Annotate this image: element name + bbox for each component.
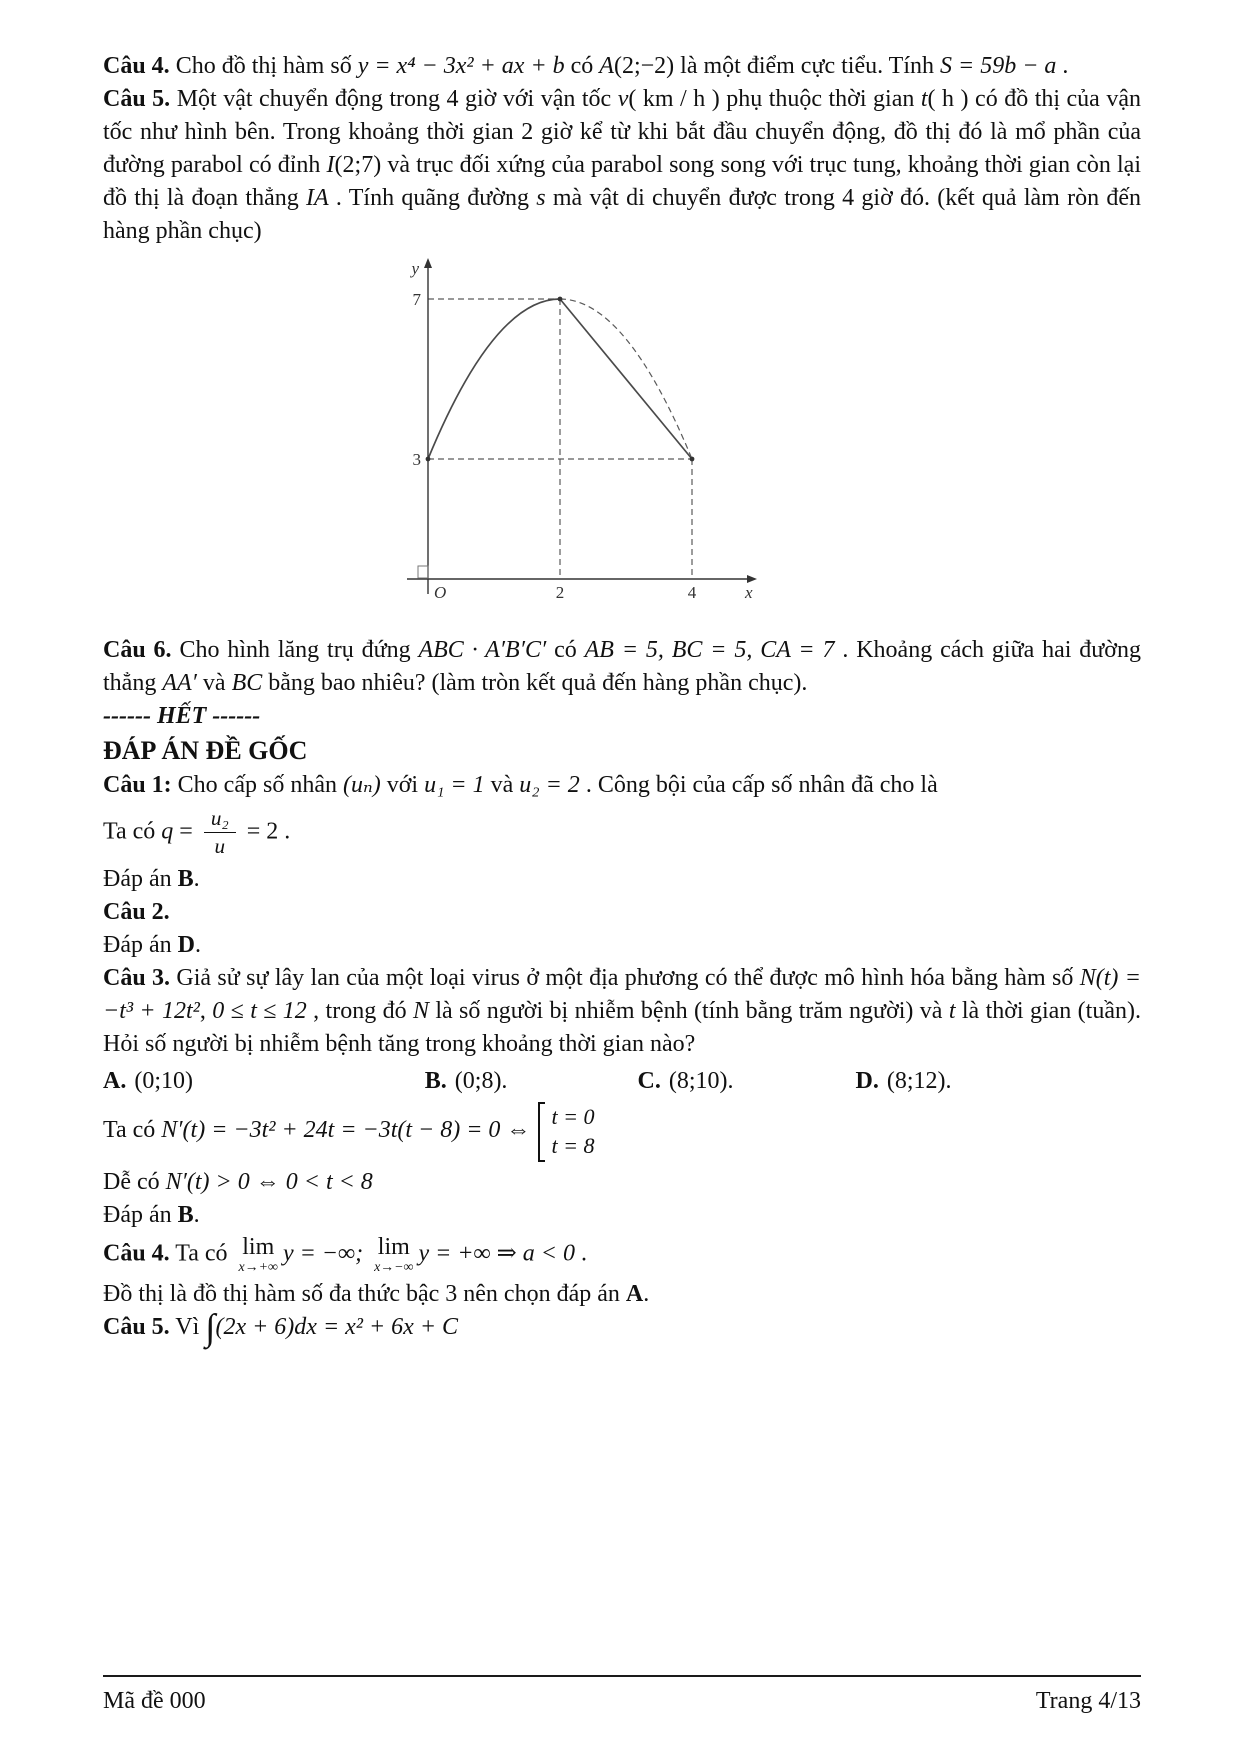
text-run: . bbox=[193, 866, 200, 893]
cases-rows bbox=[551, 1102, 594, 1161]
text-run: Cho đồ thị hàm số bbox=[169, 53, 358, 79]
option-b bbox=[425, 1065, 638, 1098]
text-run: và trục đối xứng của parabol song song với trục tung, khoảng thời gian còn lại đồ thị là đoạn thẳng bbox=[103, 152, 1141, 211]
right-angle-mark bbox=[418, 566, 428, 578]
fraction-numerator: u₂ bbox=[204, 806, 236, 833]
working-prefix: Ta có bbox=[103, 818, 162, 845]
limit-x-to-plus-infinity bbox=[239, 1235, 278, 1275]
exam-code: Mã đề 000 bbox=[103, 1688, 206, 1714]
velocity-graph bbox=[393, 254, 773, 614]
text-run: . Công bội của cấp số nhân đã cho là bbox=[579, 771, 938, 798]
option-a-label: A. bbox=[103, 1068, 127, 1095]
page-footer bbox=[103, 1675, 1141, 1718]
option-a bbox=[103, 1065, 425, 1098]
fraction-u2-over-u bbox=[204, 806, 236, 860]
text-run: A bbox=[599, 53, 614, 79]
text-run: y = x⁴ − 3x² + ax + b bbox=[357, 53, 565, 79]
text-run: Cho hình lăng trụ đứng bbox=[171, 637, 419, 663]
x-axis-arrow bbox=[747, 575, 757, 583]
answer-q2-label bbox=[103, 896, 1141, 929]
question-label: Câu 4. bbox=[103, 1240, 170, 1267]
lim-word: lim bbox=[377, 1233, 410, 1260]
text-run: I bbox=[326, 152, 335, 178]
answer-q4-conclusion bbox=[103, 1278, 1141, 1311]
text-run: Vì bbox=[169, 1313, 206, 1340]
answer-q3-choice bbox=[103, 1199, 1141, 1232]
text-run: có bbox=[546, 637, 585, 663]
text-run: và bbox=[484, 771, 520, 798]
text-run: t bbox=[948, 998, 956, 1025]
answer-q5-working bbox=[103, 1307, 1141, 1349]
text-run: (2;−2) bbox=[613, 53, 675, 79]
text-run: Một vật chuyển động trong 4 giờ với vận tốc bbox=[170, 86, 618, 112]
answer-q3-statement bbox=[103, 962, 1141, 1061]
x-axis-label: x bbox=[745, 583, 753, 602]
option-b-label: B. bbox=[424, 1068, 447, 1095]
tick-7: 7 bbox=[412, 290, 421, 309]
point-vertex bbox=[558, 297, 563, 302]
text-run: Cho cấp số nhân bbox=[171, 771, 343, 798]
text-run: . bbox=[193, 1201, 200, 1228]
text-run: Câu 1: bbox=[103, 771, 172, 798]
option-d bbox=[856, 1065, 1141, 1098]
left-square-bracket bbox=[538, 1102, 545, 1161]
text-run: ABC · A′B′C′ bbox=[418, 637, 547, 663]
text-run: v bbox=[617, 86, 629, 112]
text-run: B bbox=[177, 866, 194, 893]
text-run: Đồ thị là đồ thị hàm số đa thức bậc 3 nên chọn đáp án bbox=[103, 1280, 626, 1307]
page-number: Trang 4/13 bbox=[1035, 1688, 1141, 1714]
answer-q3-options bbox=[103, 1065, 1141, 1098]
text-run: 0 ≤ t ≤ 12 bbox=[212, 998, 307, 1025]
text-run: u₁ = 1 bbox=[424, 771, 485, 798]
limit-x-to-minus-infinity bbox=[374, 1235, 413, 1275]
lim-word: lim bbox=[242, 1233, 275, 1260]
text-run: N bbox=[412, 998, 429, 1025]
derivative-expression: N′(t) = −3t² + 24t = −3t(t − 8) = 0 ⇔ bbox=[161, 1117, 531, 1144]
text-run: là một điểm cực tiểu. Tính bbox=[674, 53, 940, 79]
answer-q1-choice bbox=[103, 863, 1141, 896]
origin-label: O bbox=[434, 583, 447, 602]
parabola-solid bbox=[428, 299, 560, 459]
lim-subscript: x→+∞ bbox=[238, 1259, 278, 1275]
limit-result-2: y = +∞ ⇒ a < 0 bbox=[418, 1240, 575, 1267]
answer-q1-statement bbox=[103, 769, 1141, 802]
text-run: B bbox=[177, 1201, 194, 1228]
text-run: , trong đó bbox=[306, 998, 413, 1025]
text-run: Câu 3. bbox=[103, 965, 171, 992]
text-run: S = 59b − a bbox=[940, 53, 1057, 79]
text-run: ∫ bbox=[205, 1307, 216, 1349]
text-run: u₂ = 2 bbox=[519, 771, 580, 798]
lim-subscript: x→−∞ bbox=[374, 1259, 414, 1275]
text-run: . bbox=[643, 1280, 650, 1307]
case-1: t = 0 bbox=[551, 1104, 595, 1130]
option-d-label: D. bbox=[855, 1068, 879, 1095]
y-axis-arrow bbox=[424, 258, 432, 268]
option-b-value: (0;8). bbox=[454, 1068, 508, 1095]
y-axis-label: y bbox=[411, 259, 419, 278]
answer-q2-choice bbox=[103, 929, 1141, 962]
variable-q: q bbox=[161, 818, 174, 845]
limit-result-1: y = −∞; bbox=[282, 1240, 370, 1267]
question-5 bbox=[103, 83, 1141, 248]
text-run: AA′ bbox=[162, 670, 197, 696]
question-6 bbox=[103, 634, 1141, 700]
tick-4: 4 bbox=[687, 583, 697, 602]
text-run: bằng bao nhiêu? (làm tròn kết quả đến hàng phần chục). bbox=[262, 670, 808, 696]
text-run: Đáp án bbox=[103, 866, 178, 893]
option-a-value: (0;10) bbox=[134, 1068, 193, 1095]
answer-q1-working bbox=[103, 806, 1141, 860]
text-run: . Tính quãng đường bbox=[328, 185, 537, 211]
text-run: t bbox=[920, 86, 928, 112]
option-c-value: (8;10). bbox=[668, 1068, 734, 1095]
text-run: N′(t) > 0 ⇔ 0 < t < 8 bbox=[165, 1168, 373, 1195]
cases-bracket bbox=[538, 1102, 594, 1161]
answer-q3-working bbox=[103, 1102, 1141, 1161]
text-run: BC bbox=[231, 670, 263, 696]
equals-sign: = bbox=[173, 818, 199, 845]
answer-key-title: ĐÁP ÁN ĐỀ GỐC bbox=[103, 736, 308, 765]
text-run: Câu 4. bbox=[103, 53, 170, 79]
answer-q4-working bbox=[103, 1235, 1141, 1275]
text-run: D bbox=[177, 932, 195, 959]
fraction-result: = 2 . bbox=[240, 818, 291, 845]
text-run: với bbox=[380, 771, 425, 798]
text-run: Đáp án bbox=[103, 1201, 178, 1228]
het-separator: ------ HẾT ------ bbox=[103, 703, 261, 729]
point-start bbox=[426, 457, 431, 462]
figure-q5-wrap bbox=[393, 254, 1141, 624]
text-run: (2x + 6)dx = x² + 6x + C bbox=[215, 1313, 459, 1340]
point-end bbox=[690, 457, 695, 462]
tick-3: 3 bbox=[412, 450, 421, 469]
working-prefix: Ta có bbox=[103, 1117, 162, 1144]
text-run: có bbox=[564, 53, 600, 79]
text-run: . bbox=[1056, 53, 1069, 79]
text-run: Câu 6. bbox=[103, 637, 172, 663]
question-4 bbox=[103, 50, 1141, 83]
text-run: ( h ) có đồ thị của vận tốc như hình bên. Trong khoảng thời gian 2 giờ kể từ khi bắt đầu chuyển động, đồ thị đó là mổ phần của đường parabol có đỉnh bbox=[103, 86, 1141, 178]
text-run: . Khoảng cách giữa hai đường thẳng bbox=[103, 637, 1141, 696]
text-run: IA bbox=[306, 185, 329, 211]
text-run: ( km / h ) phụ thuộc thời gian bbox=[628, 86, 921, 112]
option-c bbox=[638, 1065, 856, 1098]
text-run: mà vật di chuyển được trong 4 giờ đó. (kết quả làm ròn đến hàng phần chục) bbox=[103, 185, 1141, 244]
option-d-value: (8;12). bbox=[886, 1068, 952, 1095]
answer-q3-deco bbox=[103, 1166, 1141, 1199]
text-run: Giả sử sự lây lan của một loại virus ở một địa phương có thể được mô hình hóa bằng hàm số bbox=[170, 965, 1080, 992]
text-run: Dễ có bbox=[103, 1168, 166, 1195]
text-run: Đáp án bbox=[103, 932, 178, 959]
text-run: s bbox=[536, 185, 546, 211]
text-run: AB = 5, BC = 5, CA = 7 bbox=[584, 637, 835, 663]
working-prefix: Ta có bbox=[169, 1240, 234, 1267]
segment-IA bbox=[560, 299, 692, 459]
text-run: là số người bị nhiễm bệnh (tính bằng trăm người) và bbox=[428, 998, 949, 1025]
text-run: , bbox=[199, 998, 213, 1025]
tick-2: 2 bbox=[555, 583, 565, 602]
text-run: Câu 5. bbox=[103, 1313, 170, 1340]
text-run: (uₙ) bbox=[342, 771, 381, 798]
text-run: và bbox=[196, 670, 232, 696]
text-run: N(t) = −t³ + 12t² bbox=[103, 965, 1141, 1025]
option-c-label: C. bbox=[637, 1068, 661, 1095]
text-run: Câu 2. bbox=[103, 899, 170, 926]
fraction-denominator: u bbox=[214, 834, 226, 859]
text-run: . bbox=[194, 932, 201, 959]
text-run: là thời gian (tuần). Hỏi số người bị nhiễm bệnh tăng trong khoảng thời gian nào? bbox=[103, 998, 1141, 1058]
text-run: Câu 5. bbox=[103, 86, 171, 112]
text-run: (2;7) bbox=[334, 152, 382, 178]
case-2: t = 8 bbox=[551, 1133, 595, 1159]
text-run: A bbox=[625, 1280, 644, 1307]
sentence-tail: . bbox=[574, 1240, 587, 1267]
